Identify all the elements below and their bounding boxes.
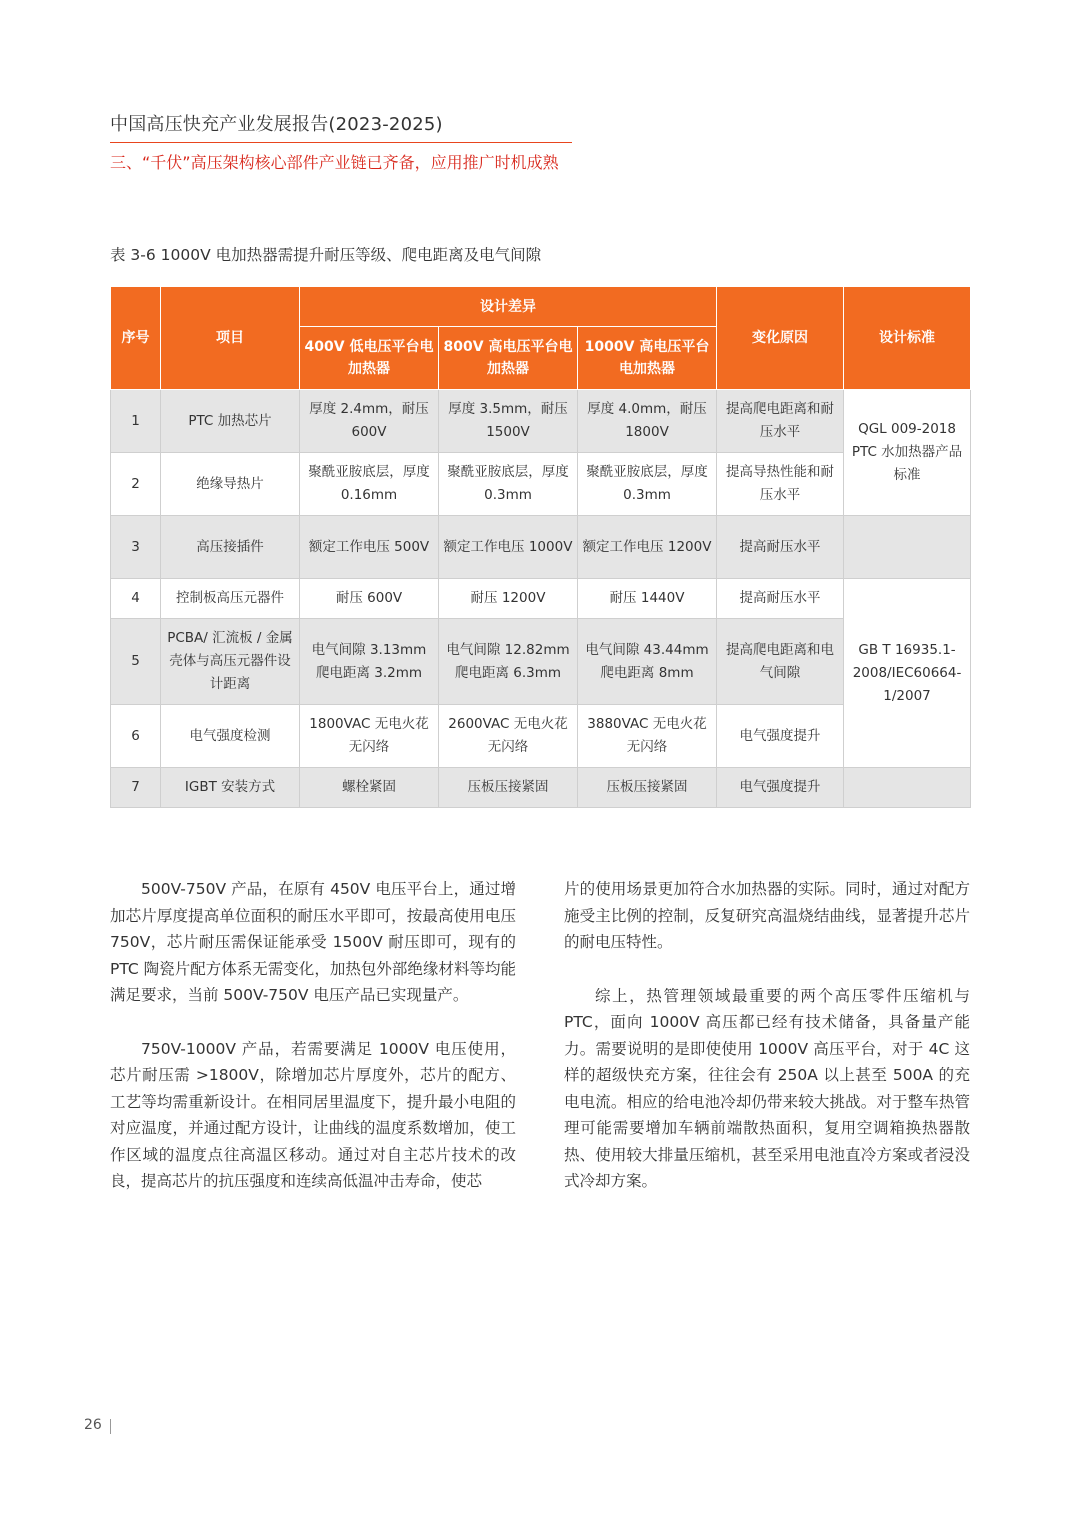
cell-400v: 电气间隙 3.13mm 爬电距离 3.2mm bbox=[300, 619, 439, 705]
paragraph: 片的使用场景更加符合水加热器的实际。同时，通过对配方施受主比例的控制，反复研究高温烧结曲线，显著提升芯片的耐电压特性。 bbox=[564, 880, 970, 951]
cell-item: 高压接插件 bbox=[161, 516, 300, 579]
cell-400v: 螺栓紧固 bbox=[300, 768, 439, 808]
header-design-diff: 设计差异 bbox=[300, 287, 717, 327]
cell-800v: 聚酰亚胺底层，厚度 0.3mm bbox=[439, 453, 578, 516]
cell-400v: 1800VAC 无电火花无闪络 bbox=[300, 705, 439, 768]
cell-item: 绝缘导热片 bbox=[161, 453, 300, 516]
cell-item: PTC 加热芯片 bbox=[161, 390, 300, 453]
table-row bbox=[111, 453, 971, 516]
cell-standard-qgl: QGL 009-2018 PTC 水加热器产品标准 bbox=[844, 390, 971, 516]
spec-table bbox=[110, 286, 971, 808]
paragraph: 750V-1000V 产品，若需要满足 1000V 电压使用，芯片耐压需 >1800V，除增加芯片厚度外，芯片的配方、工艺等均需重新设计。在相同居里温度下，提升最小电阻的对应温度，并通过配方设计，让曲线的温度系数增加，使工作区域的温度点往高温区移动。通过对自主芯片技术的改良，提高芯片的抗压强度和连续高低温冲击寿命，使芯 bbox=[110, 1039, 516, 1190]
cell-1000v: 厚度 4.0mm，耐压 1800V bbox=[578, 390, 717, 453]
header-reason: 变化原因 bbox=[717, 287, 844, 390]
page-number-divider bbox=[110, 1419, 111, 1434]
cell-800v: 耐压 1200V bbox=[439, 579, 578, 619]
body-left-column bbox=[110, 876, 516, 1222]
header-400v: 400V 低电压平台电加热器 bbox=[300, 327, 439, 390]
table-row bbox=[111, 619, 971, 705]
cell-800v: 额定工作电压 1000V bbox=[439, 516, 578, 579]
cell-400v: 额定工作电压 500V bbox=[300, 516, 439, 579]
header-no: 序号 bbox=[111, 287, 161, 390]
cell-400v: 耐压 600V bbox=[300, 579, 439, 619]
cell-1000v: 压板压接紧固 bbox=[578, 768, 717, 808]
cell-1000v: 电气间隙 43.44mm 爬电距离 8mm bbox=[578, 619, 717, 705]
cell-item: 电气强度检测 bbox=[161, 705, 300, 768]
cell-800v: 电气间隙 12.82mm 爬电距离 6.3mm bbox=[439, 619, 578, 705]
cell-800v: 厚度 3.5mm，耐压 1500V bbox=[439, 390, 578, 453]
paragraph: 综上，热管理领域最重要的两个高压零件压缩机与 PTC，面向 1000V 高压都已经有技术储备，具备量产能力。需要说明的是即使使用 1000V 高压平台，对于 4C 这样的超级快充方案，往往会有 250A 以上甚至 500A 的充电电流。相应的给电池冷却仍带来较大挑战。对于整车热管理可能需要增加车辆前端散热面积，复用空调箱换热器散热、使用较大排量压缩机，甚至采用电池直冷方案或者浸没式冷却方案。 bbox=[564, 986, 970, 1190]
cell-reason: 提高导热性能和耐压水平 bbox=[717, 453, 844, 516]
cell-reason: 提高耐压水平 bbox=[717, 516, 844, 579]
cell-400v: 厚度 2.4mm，耐压 600V bbox=[300, 390, 439, 453]
paragraph: 500V-750V 产品，在原有 450V 电压平台上，通过增加芯片厚度提高单位面积的耐压水平即可，按最高使用电压 750V，芯片耐压需保证能承受 1500V 耐压即可，现有的 PTC 陶瓷片配方体系无需变化，加热包外部绝缘材料等均能满足要求，当前 500V-750V 电压产品已实现量产。 bbox=[110, 880, 516, 1004]
cell-reason: 提高爬电距离和电气间隙 bbox=[717, 619, 844, 705]
header-standard: 设计标准 bbox=[844, 287, 971, 390]
cell-reason: 提高耐压水平 bbox=[717, 579, 844, 619]
table-row bbox=[111, 579, 971, 619]
cell-no: 1 bbox=[111, 390, 161, 453]
table-row bbox=[111, 705, 971, 768]
cell-1000v: 耐压 1440V bbox=[578, 579, 717, 619]
header-800v: 800V 高电压平台电加热器 bbox=[439, 327, 578, 390]
cell-1000v: 聚酰亚胺底层，厚度 0.3mm bbox=[578, 453, 717, 516]
cell-standard-empty bbox=[844, 768, 971, 808]
report-title: 中国高压快充产业发展报告(2023-2025) bbox=[110, 114, 443, 135]
cell-standard-empty bbox=[844, 516, 971, 579]
cell-1000v: 额定工作电压 1200V bbox=[578, 516, 717, 579]
section-subtitle: 三、“千伏”高压架构核心部件产业链已齐备，应用推广时机成熟 bbox=[110, 153, 559, 172]
cell-no: 7 bbox=[111, 768, 161, 808]
cell-reason: 电气强度提升 bbox=[717, 705, 844, 768]
cell-no: 3 bbox=[111, 516, 161, 579]
header-divider bbox=[110, 142, 572, 143]
cell-800v: 压板压接紧固 bbox=[439, 768, 578, 808]
cell-400v: 聚酰亚胺底层，厚度 0.16mm bbox=[300, 453, 439, 516]
cell-800v: 2600VAC 无电火花无闪络 bbox=[439, 705, 578, 768]
cell-item: IGBT 安装方式 bbox=[161, 768, 300, 808]
cell-item: 控制板高压元器件 bbox=[161, 579, 300, 619]
body-right-column bbox=[564, 876, 970, 1222]
table-row bbox=[111, 516, 971, 579]
cell-reason: 电气强度提升 bbox=[717, 768, 844, 808]
cell-standard-gb: GB T 16935.1-2008/IEC60664-1/2007 bbox=[844, 579, 971, 768]
cell-no: 6 bbox=[111, 705, 161, 768]
table-row bbox=[111, 390, 971, 453]
cell-no: 2 bbox=[111, 453, 161, 516]
header-item: 项目 bbox=[161, 287, 300, 390]
cell-item: PCBA/ 汇流板 / 金属壳体与高压元器件设计距离 bbox=[161, 619, 300, 705]
page-number: 26 bbox=[84, 1417, 102, 1433]
cell-reason: 提高爬电距离和耐压水平 bbox=[717, 390, 844, 453]
cell-1000v: 3880VAC 无电火花无闪络 bbox=[578, 705, 717, 768]
table-row bbox=[111, 768, 971, 808]
header-1000v: 1000V 高电压平台电加热器 bbox=[578, 327, 717, 390]
cell-no: 4 bbox=[111, 579, 161, 619]
table-caption: 表 3-6 1000V 电加热器需提升耐压等级、爬电距离及电气间隙 bbox=[110, 246, 542, 264]
cell-no: 5 bbox=[111, 619, 161, 705]
